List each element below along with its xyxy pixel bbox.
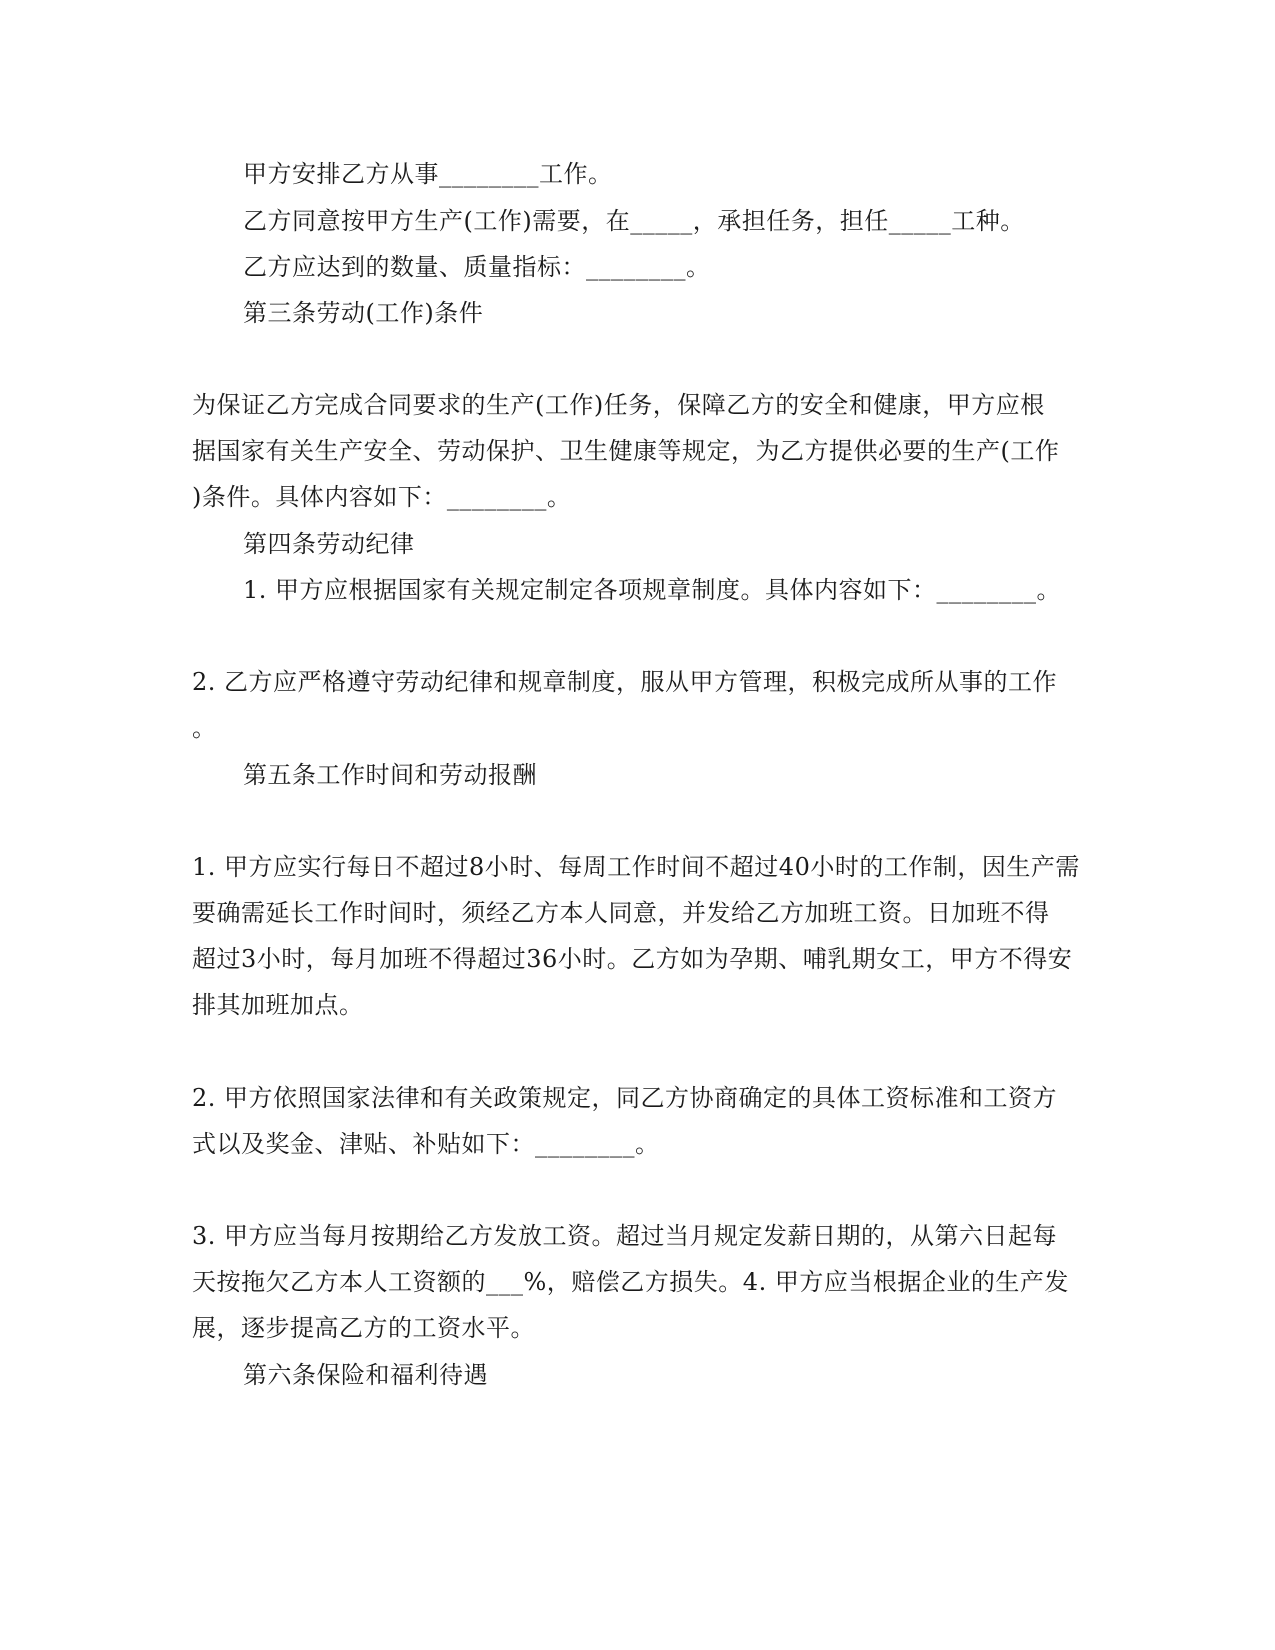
text-line: 排其加班加点。 — [192, 991, 364, 1019]
text-line: )条件。具体内容如下：________。 — [192, 483, 572, 511]
section-heading: 第四条劳动纪律 — [243, 530, 415, 558]
text-line: 据国家有关生产安全、劳动保护、卫生健康等规定，为乙方提供必要的生产(工作 — [192, 437, 1060, 465]
text-line: 天按拖欠乙方本人工资额的___%，赔偿乙方损失。4. 甲方应当根据企业的生产发 — [192, 1268, 1069, 1296]
section-heading: 第六条保险和福利待遇 — [243, 1361, 488, 1389]
text-line: 展，逐步提高乙方的工资水平。 — [192, 1314, 535, 1342]
text-line: 乙方同意按甲方生产(工作)需要，在_____，承担任务，担任_____工种。 — [243, 207, 1025, 235]
text-line: 为保证乙方完成合同要求的生产(工作)任务，保障乙方的安全和健康，甲方应根 — [192, 391, 1045, 419]
text-line: 3. 甲方应当每月按期给乙方发放工资。超过当月规定发薪日期的，从第六日起每 — [192, 1222, 1058, 1250]
section-heading: 第五条工作时间和劳动报酬 — [243, 761, 537, 789]
text-line: 超过3小时，每月加班不得超过36小时。乙方如为孕期、哺乳期女工，甲方不得安 — [192, 945, 1073, 973]
text-line: 乙方应达到的数量、质量指标：________。 — [243, 253, 711, 281]
text-line: 1. 甲方应实行每日不超过8小时、每周工作时间不超过40小时的工作制，因生产需 — [192, 853, 1080, 881]
text-line: 。 — [192, 714, 217, 742]
text-line: 式以及奖金、津贴、补贴如下：________。 — [192, 1130, 660, 1158]
text-line: 2. 乙方应严格遵守劳动纪律和规章制度，服从甲方管理，积极完成所从事的工作 — [192, 668, 1058, 696]
text-line: 甲方安排乙方从事________工作。 — [243, 160, 613, 188]
text-line: 1. 甲方应根据国家有关规定制定各项规章制度。具体内容如下：________。 — [243, 576, 1062, 604]
text-line: 要确需延长工作时间时，须经乙方本人同意，并发给乙方加班工资。日加班不得 — [192, 899, 1050, 927]
text-line: 2. 甲方依照国家法律和有关政策规定，同乙方协商确定的具体工资标准和工资方 — [192, 1084, 1058, 1112]
section-heading: 第三条劳动(工作)条件 — [243, 299, 484, 327]
